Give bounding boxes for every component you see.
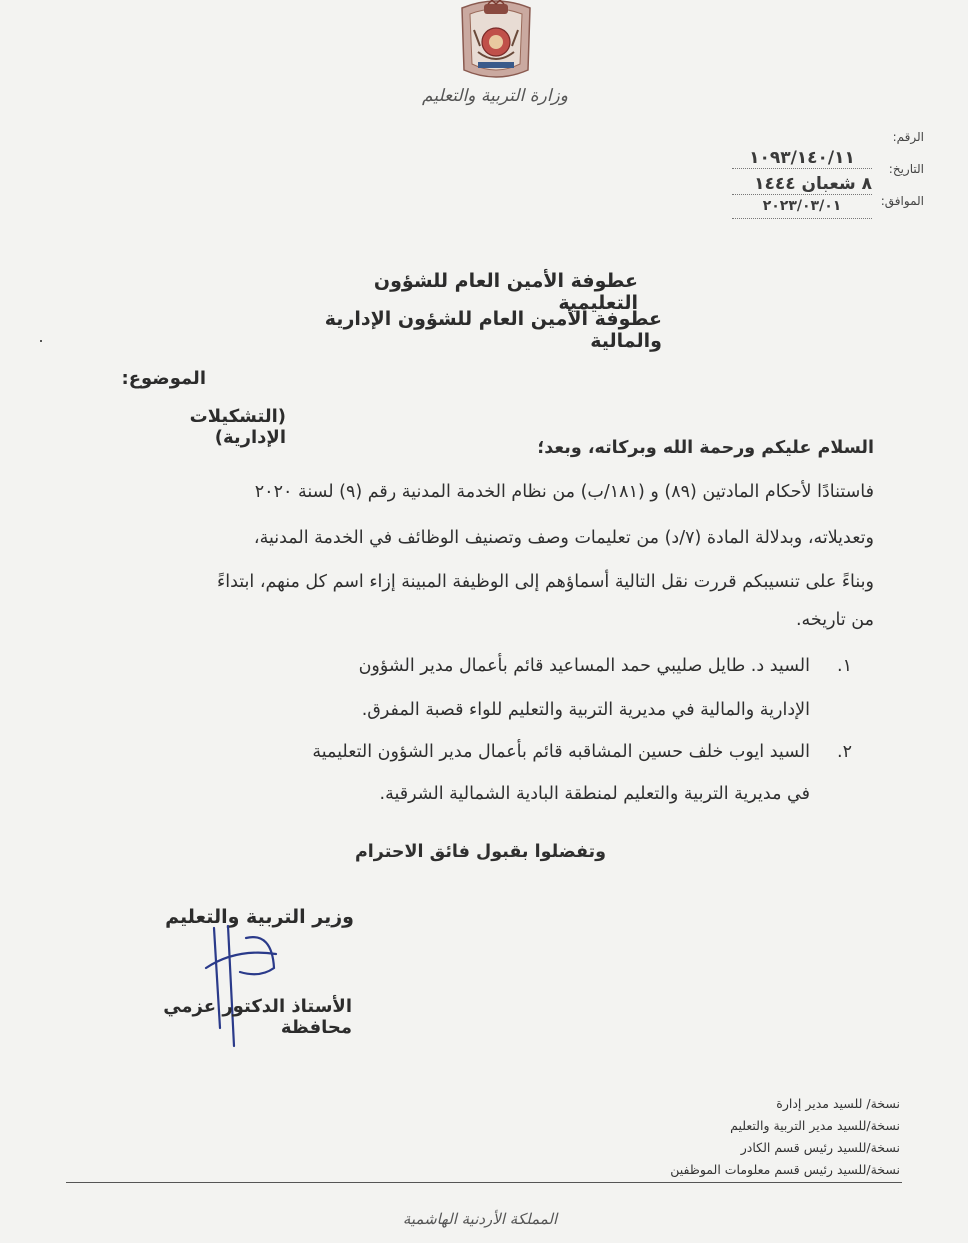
list-item-2-line-1: السيد ايوب خلف حسين المشاقبه قائم بأعمال مدير الشؤون التعليمية — [312, 742, 810, 762]
ref-value: ١٠٩٣/١٤٠/١١ — [732, 148, 872, 169]
body-line-2: وتعديلاته، وبدلالة المادة (٧/د) من تعليمات وصف وتصنيف الوظائف في الخدمة المدنية، — [253, 528, 874, 548]
corresponding-value: ٢٠٢٣/٠٣/٠١ — [732, 198, 872, 219]
coat-of-arms-icon — [448, 0, 544, 82]
body-line-1: فاستنادًا لأحكام المادتين (٨٩) و (١٨١/ب) من نظام الخدمة المدنية رقم (٩) لسنة ٢٠٢٠ — [254, 482, 874, 502]
date-value: ٨ شعبان ١٤٤٤ — [732, 174, 872, 195]
corresponding-label: الموافق: — [880, 194, 924, 208]
list-item-2-line-2: في مديرية التربية والتعليم لمنطقة البادية الشمالية الشرقية. — [379, 784, 810, 804]
footer-country: المملكة الأردنية الهاشمية — [402, 1210, 558, 1228]
signatory-title: وزير التربية والتعليم — [165, 906, 354, 928]
addressee-1: عطوفة الأمين العام للشؤون التعليمية — [373, 270, 638, 314]
list-item-2-number: ٢. — [837, 742, 852, 762]
stray-dot — [40, 340, 42, 342]
copy-line-2: نسخة/للسيد مدير التربية والتعليم — [730, 1118, 900, 1133]
closing: وتفضلوا بقبول فائق الاحترام — [354, 842, 606, 862]
ministry-name: وزارة التربية والتعليم — [422, 86, 568, 106]
subject-label: الموضوع: — [121, 368, 206, 389]
copy-line-3: نسخة/للسيد رئيس قسم الكادر — [740, 1140, 900, 1155]
copy-line-1: نسخة/ للسيد مدير إدارة — [776, 1096, 900, 1111]
list-item-1-line-2: الإدارية والمالية في مديرية التربية والتعليم للواء قصبة المفرق. — [361, 700, 810, 720]
body-line-3: وبناءً على تنسيبكم قررت نقل التالية أسماؤهم إلى الوظيفة المبينة إزاء اسم كل منهم، ابتداءً — [217, 572, 874, 592]
date-label: التاريخ: — [888, 162, 924, 176]
footer-divider — [66, 1182, 902, 1183]
list-item-1-number: ١. — [837, 656, 852, 676]
copy-line-4: نسخة/للسيد رئيس قسم معلومات الموظفين — [670, 1162, 900, 1177]
signatory-name: الأستاذ الدكتور عزمي محافظة — [163, 996, 352, 1038]
ref-label: الرقم: — [892, 130, 924, 144]
body-line-4: من تاريخه. — [795, 610, 874, 630]
list-item-1-line-1: السيد د. طايل صليبي حمد المساعيد قائم بأعمال مدير الشؤون — [358, 656, 810, 676]
addressee-2: عطوفة الأمين العام للشؤون الإدارية والمالية — [324, 308, 662, 352]
greeting: السلام عليكم ورحمة الله وبركاته، وبعد؛ — [537, 438, 874, 458]
subject-value: (التشكيلات الإدارية) — [189, 406, 286, 448]
